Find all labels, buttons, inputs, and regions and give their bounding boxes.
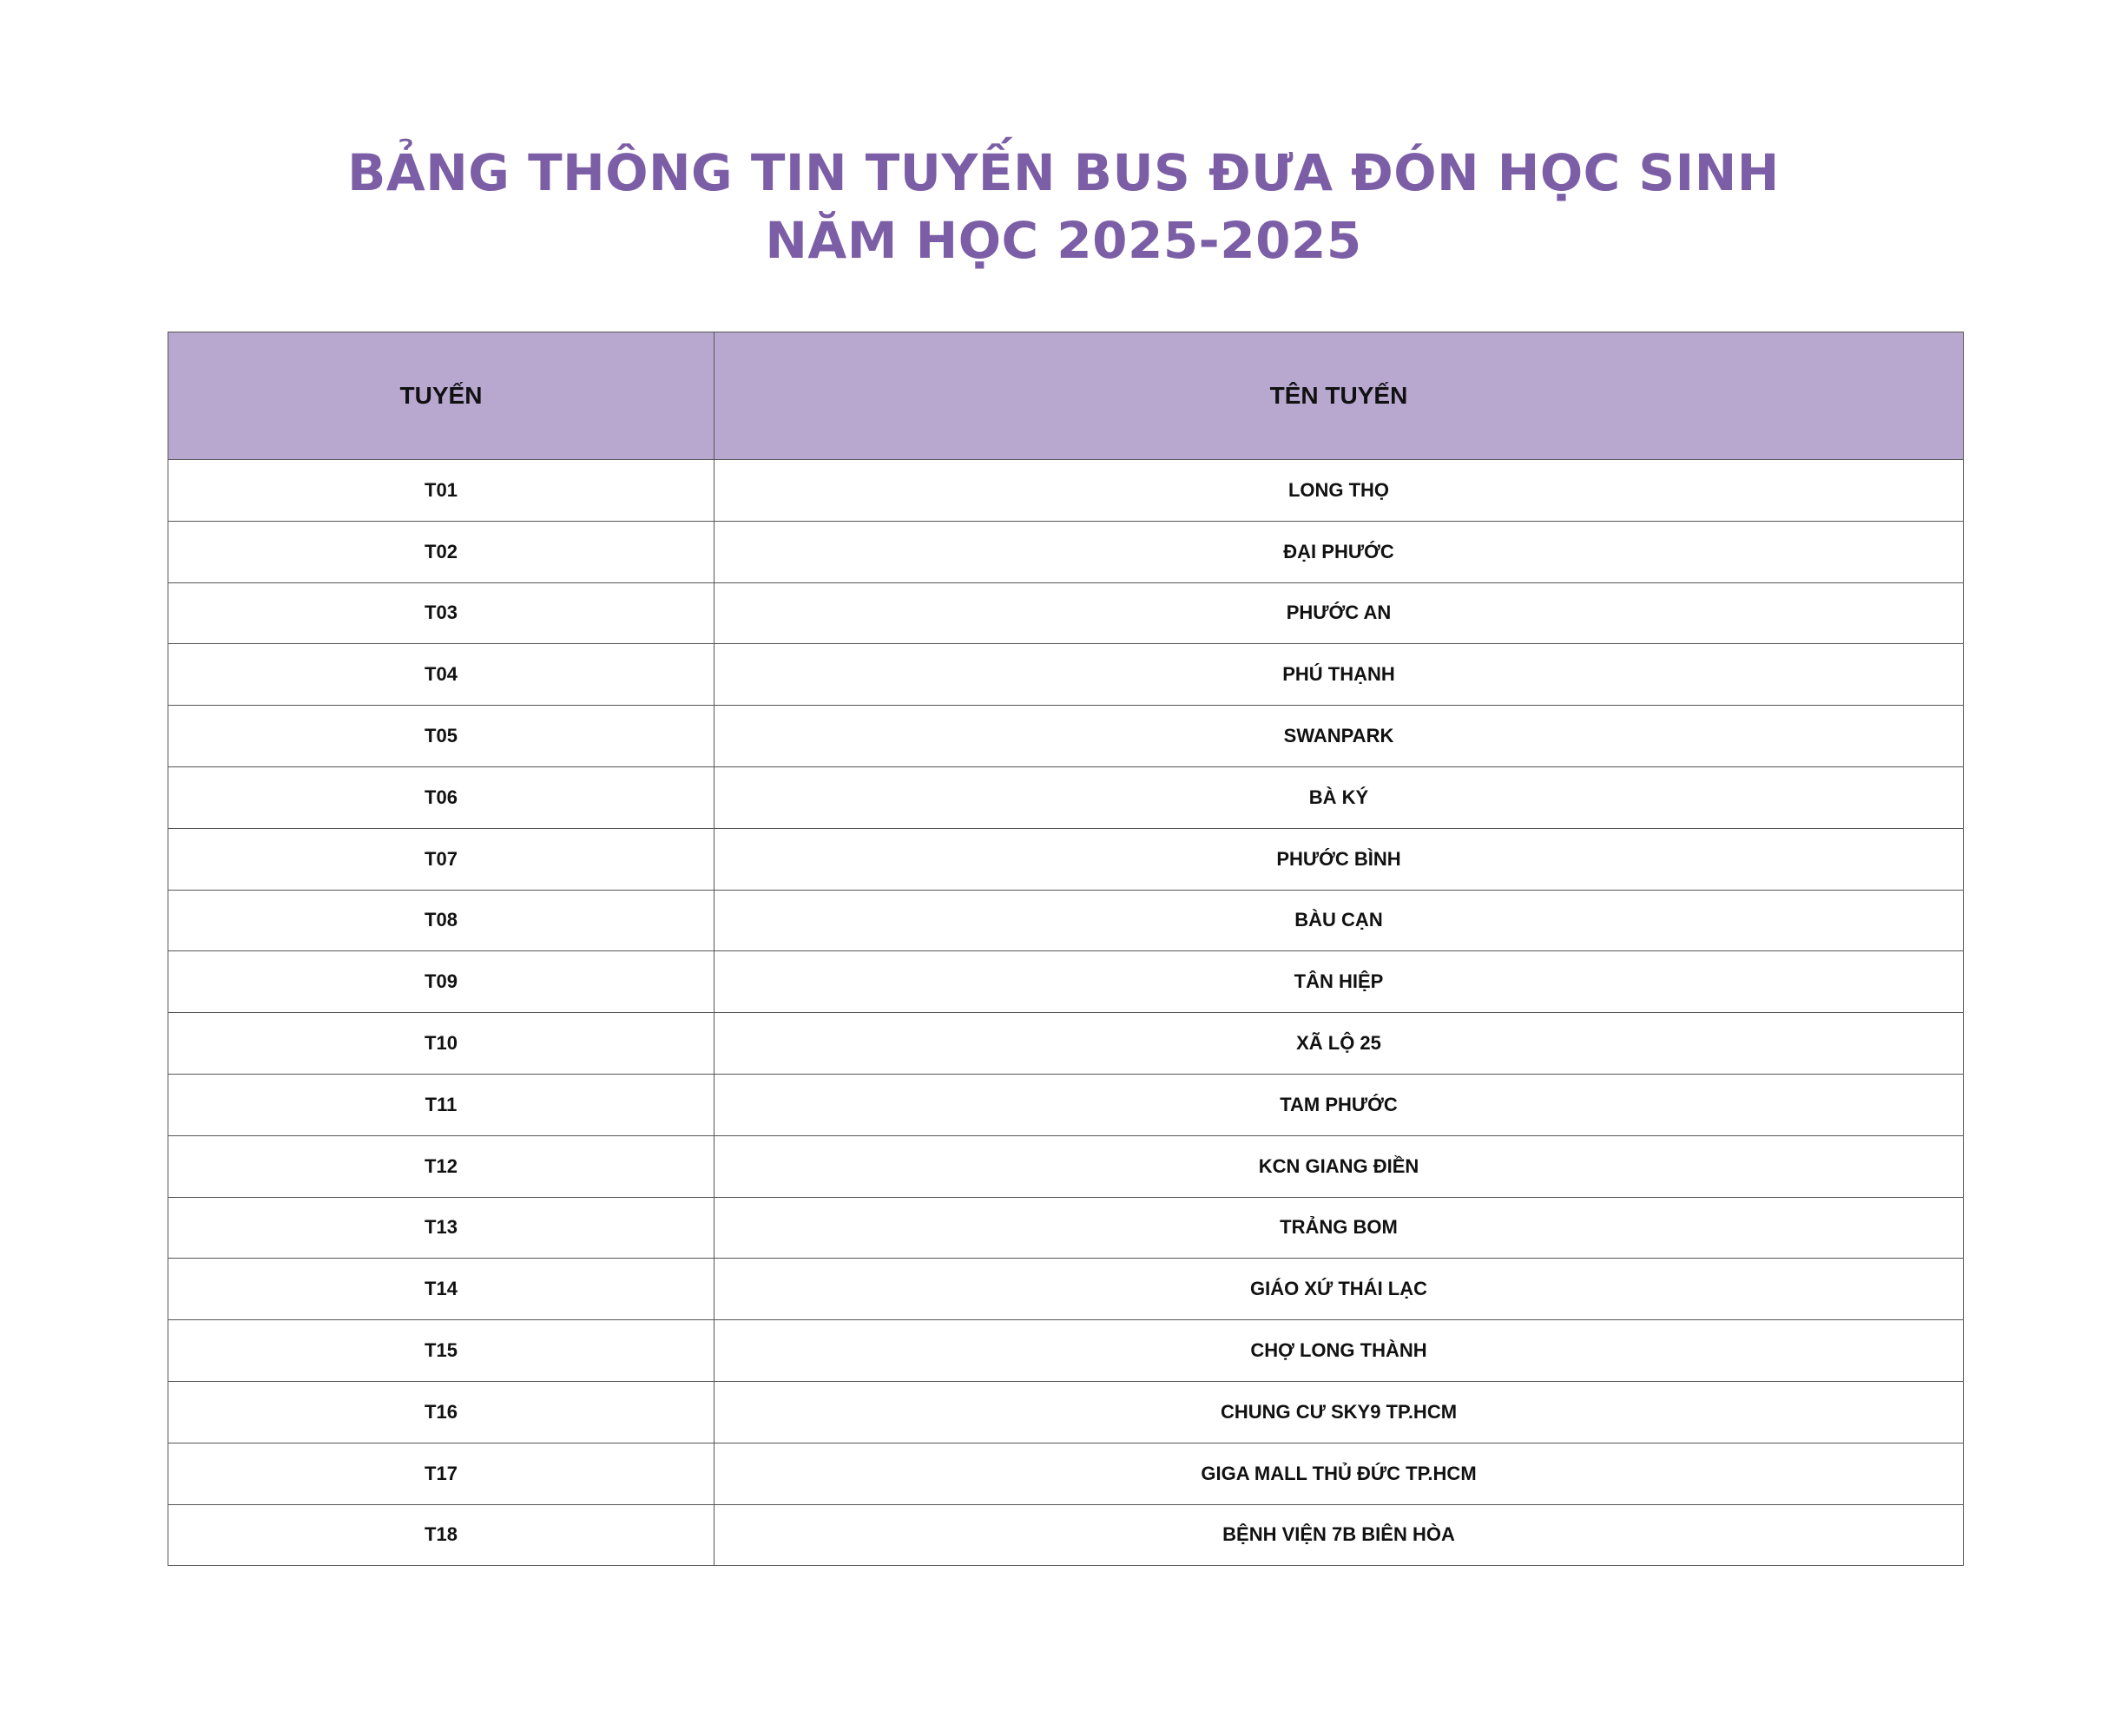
route-name-cell: CHUNG CƯ SKY9 TP.HCM (714, 1381, 1964, 1443)
table-header-row (168, 332, 1964, 460)
table-row (168, 1381, 1964, 1443)
table-row (168, 1443, 1964, 1504)
route-name-cell: TAM PHƯỚC (714, 1074, 1964, 1135)
title-line-1: BẢNG THÔNG TIN TUYẾN BUS ĐƯA ĐÓN HỌC SINH (347, 143, 1780, 202)
column-header-route: TUYẾN (168, 332, 714, 460)
route-code-cell: T07 (168, 828, 714, 890)
route-code-cell: T03 (168, 582, 714, 644)
route-name-cell: GIÁO XỨ THÁI LẠC (714, 1259, 1964, 1320)
page-title (0, 139, 2127, 274)
route-code-cell: T09 (168, 951, 714, 1013)
route-name-cell: TÂN HIỆP (714, 951, 1964, 1013)
table-row (168, 1135, 1964, 1197)
route-code-cell: T01 (168, 460, 714, 522)
table-row (168, 951, 1964, 1013)
column-header-route-name: TÊN TUYẾN (714, 332, 1964, 460)
route-name-cell: BỆNH VIỆN 7B BIÊN HÒA (714, 1504, 1964, 1566)
route-name-cell: BÀ KÝ (714, 766, 1964, 828)
route-code-cell: T18 (168, 1504, 714, 1566)
route-name-cell: XÃ LỘ 25 (714, 1013, 1964, 1075)
route-code-cell: T04 (168, 644, 714, 706)
route-code-cell: T06 (168, 766, 714, 828)
title-line-2: NĂM HỌC 2025-2025 (765, 211, 1362, 270)
table-header (168, 332, 1964, 460)
route-code-cell: T15 (168, 1320, 714, 1382)
route-code-cell: T17 (168, 1443, 714, 1504)
route-code-cell: T13 (168, 1197, 714, 1259)
table-row (168, 828, 1964, 890)
table-row (168, 1013, 1964, 1075)
table-row (168, 706, 1964, 767)
route-name-cell: BÀU CẠN (714, 890, 1964, 951)
route-name-cell: TRẢNG BOM (714, 1197, 1964, 1259)
table-row (168, 460, 1964, 522)
table-row (168, 1197, 1964, 1259)
route-code-cell: T14 (168, 1259, 714, 1320)
bus-routes-table (168, 332, 1964, 1566)
route-code-cell: T16 (168, 1381, 714, 1443)
route-code-cell: T10 (168, 1013, 714, 1075)
route-name-cell: ĐẠI PHƯỚC (714, 521, 1964, 582)
table-row (168, 890, 1964, 951)
route-name-cell: PHÚ THẠNH (714, 644, 1964, 706)
route-code-cell: T05 (168, 706, 714, 767)
route-code-cell: T02 (168, 521, 714, 582)
table-row (168, 766, 1964, 828)
route-code-cell: T11 (168, 1074, 714, 1135)
table-row (168, 1320, 1964, 1382)
table-row (168, 1259, 1964, 1320)
table-row (168, 521, 1964, 582)
table-row (168, 644, 1964, 706)
route-code-cell: T12 (168, 1135, 714, 1197)
route-name-cell: SWANPARK (714, 706, 1964, 767)
route-name-cell: LONG THỌ (714, 460, 1964, 522)
route-name-cell: CHỢ LONG THÀNH (714, 1320, 1964, 1382)
route-name-cell: KCN GIANG ĐIỀN (714, 1135, 1964, 1197)
table-row (168, 582, 1964, 644)
table-row (168, 1074, 1964, 1135)
route-code-cell: T08 (168, 890, 714, 951)
table-row (168, 1504, 1964, 1566)
route-name-cell: PHƯỚC BÌNH (714, 828, 1964, 890)
table-body (168, 460, 1964, 1566)
route-name-cell: GIGA MALL THỦ ĐỨC TP.HCM (714, 1443, 1964, 1504)
route-name-cell: PHƯỚC AN (714, 582, 1964, 644)
